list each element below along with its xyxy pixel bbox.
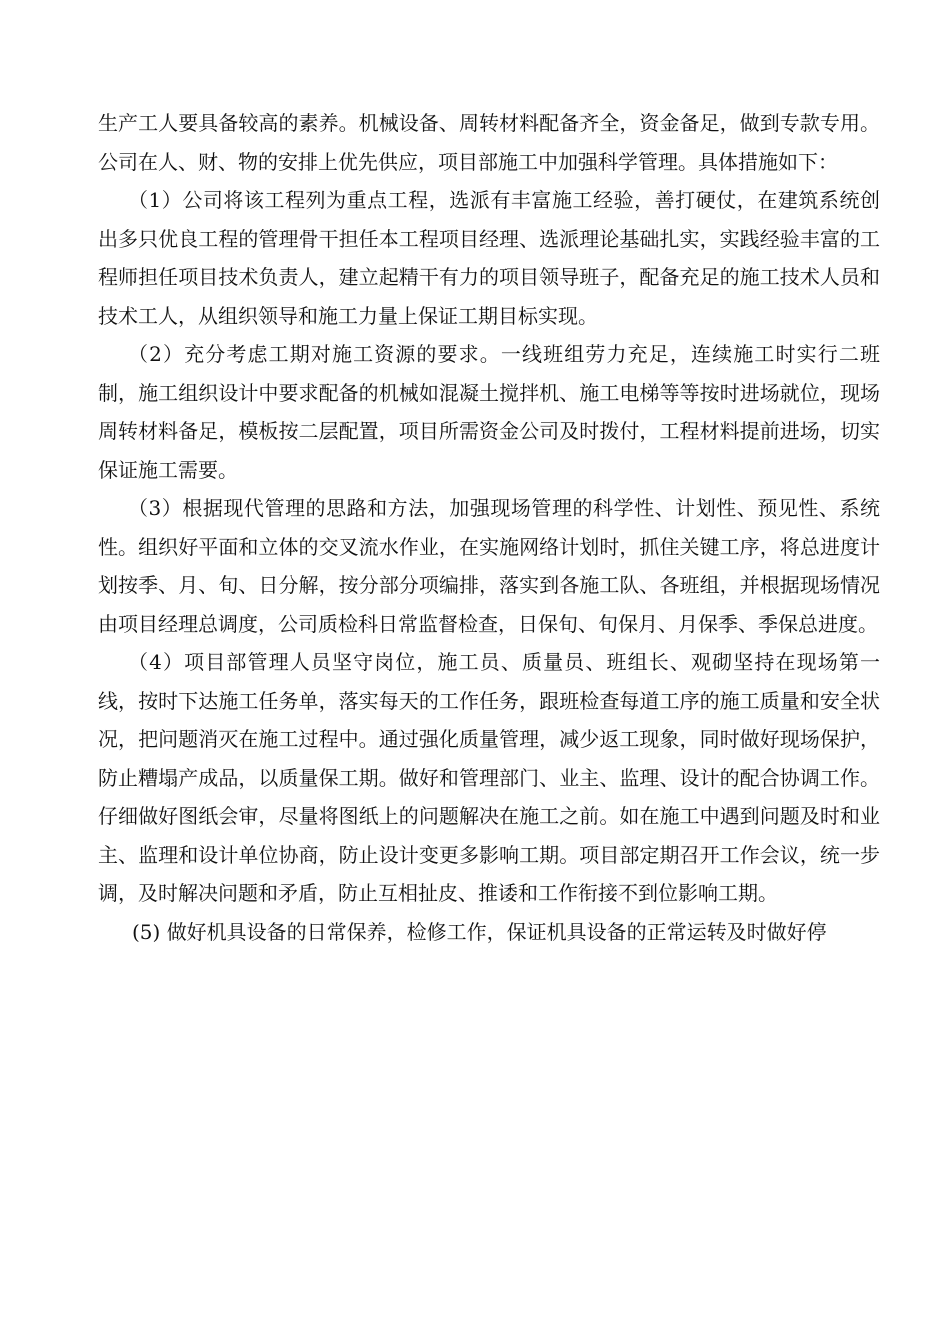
document-body: [98, 104, 880, 951]
paragraph-item-1: （1）公司将该工程列为重点工程，选派有丰富施工经验，善打硬仗，在建筑系统创出多只优良工程的管理骨干担任本工程项目经理、选派理论基础扎实，实践经验丰富的工程师担任项目技术负责人，建立起精干有力的项目领导班子，配备充足的施工技术人员和技术工人，从组织领导和施工力量上保证工期目标实现。: [98, 188, 880, 328]
paragraph-item-3: （3）根据现代管理的思路和方法，加强现场管理的科学性、计划性、预见性、系统性。组织好平面和立体的交叉流水作业，在实施网络计划时，抓住关键工序，将总进度计划按季、月、旬、日分解，按分部分项编排，落实到各施工队、各班组，并根据现场情况由项目经理总调度，公司质检科日常监督检查，日保旬、旬保月、月保季、季保总进度。: [98, 496, 880, 636]
paragraph-item-5: (5) 做好机具设备的日常保养，检修工作，保证机具设备的正常运转及时做好停: [132, 919, 827, 944]
paragraph-item-4: （4）项目部管理人员坚守岗位，施工员、质量员、班组长、观砌坚持在现场第一线，按时下达施工任务单，落实每天的工作任务，跟班检查每道工序的施工质量和安全状况，把问题消灭在施工过程中。通过强化质量管理，减少返工现象，同时做好现场保护，防止糟塌产成品，以质量保工期。做好和管理部门、业主、监理、设计的配合协调工作。仔细做好图纸会审，尽量将图纸上的问题解决在施工之前。如在施工中遇到问题及时和业主、监理和设计单位协商，防止设计变更多影响工期。项目部定期召开工作会议，统一步调，及时解决问题和矛盾，防止互相扯皮、推诿和工作衔接不到位影响工期。: [98, 650, 880, 905]
paragraph-intro: 生产工人要具备较高的素养。机械设备、周转材料配备齐全，资金备足，做到专款专用。公司在人、财、物的安排上优先供应，项目部施工中加强科学管理。具体措施如下：: [98, 111, 880, 174]
paragraph-item-2: （2）充分考虑工期对施工资源的要求。一线班组劳力充足，连续施工时实行二班制，施工组织设计中要求配备的机械如混凝土搅拌机、施工电梯等等按时进场就位，现场周转材料备足，模板按二层配置，项目所需资金公司及时拨付，工程材料提前进场，切实保证施工需要。: [98, 342, 880, 482]
